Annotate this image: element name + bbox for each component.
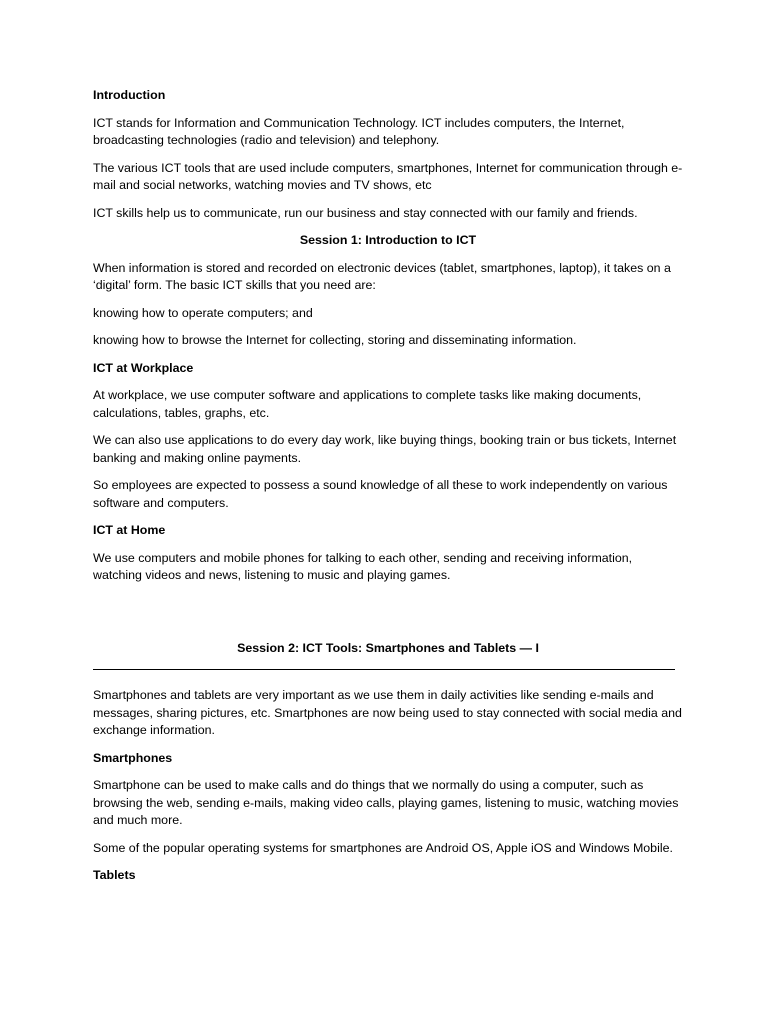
document-body bbox=[93, 87, 683, 895]
intro-paragraph-2: The various ICT tools that are used include computers, smartphones, Internet for communication through e-mail and social networks, watching movies and TV shows, etc bbox=[93, 160, 683, 192]
session2-heading: Session 2: ICT Tools: Smartphones and Tablets — I bbox=[237, 640, 539, 655]
session1-paragraph-3: knowing how to browse the Internet for collecting, storing and disseminating information. bbox=[93, 333, 577, 347]
smartphones-paragraph-1: Smartphone can be used to make calls and do things that we normally do using a computer, such as browsing the web, sending e-mails, making video calls, playing games, listening to music, watching movies and much more. bbox=[93, 778, 679, 827]
workplace-paragraph-2-line-2: banking and making online payments. bbox=[93, 450, 302, 465]
workplace-paragraph-2-line-1: We can also use applications to do every day work, like buying things, booking train or bus tickets, Internet bbox=[93, 433, 677, 447]
section-spacer bbox=[93, 595, 683, 640]
home-heading: ICT at Home bbox=[93, 523, 166, 537]
workplace-paragraph-2 bbox=[93, 432, 683, 467]
tablets-heading: Tablets bbox=[93, 868, 136, 882]
session1-paragraph-1: When information is stored and recorded on electronic devices (tablet, smartphones, laptop), it takes on a ‘digital’ form. The basic ICT skills that you need are: bbox=[93, 260, 671, 292]
workplace-heading: ICT at Workplace bbox=[93, 360, 194, 375]
smartphones-paragraph-2: Some of the popular operating systems for smartphones are Android OS, Apple iOS and Windows Mobile. bbox=[93, 840, 673, 855]
workplace-paragraph-3: So employees are expected to possess a sound knowledge of all these to work independently on various software and computers. bbox=[93, 478, 668, 510]
horizontal-rule bbox=[93, 669, 675, 670]
session1-heading: Session 1: Introduction to ICT bbox=[299, 233, 477, 247]
home-paragraph-1: We use computers and mobile phones for talking to each other, sending and receiving information, watching videos and news, listening to music and playing games. bbox=[93, 550, 633, 582]
intro-paragraph-1: ICT stands for Information and Communication Technology. ICT includes computers, the Internet, broadcasting technologies (radio and television) and telephony. bbox=[93, 115, 625, 147]
intro-paragraph-3: ICT skills help us to communicate, run our business and stay connected with our family and friends. bbox=[93, 205, 638, 220]
session1-paragraph-2: knowing how to operate computers; and bbox=[93, 305, 313, 320]
session2-paragraph-1: Smartphones and tablets are very important as we use them in daily activities like sending e-mails and messages, sharing pictures, etc. Smartphones are now being used to stay connected with social media and exchange information. bbox=[93, 688, 682, 737]
smartphones-heading: Smartphones bbox=[93, 750, 173, 765]
introduction-heading: Introduction bbox=[93, 88, 166, 102]
workplace-paragraph-1: At workplace, we use computer software and applications to complete tasks like making documents, calculations, tables, graphs, etc. bbox=[93, 388, 642, 420]
